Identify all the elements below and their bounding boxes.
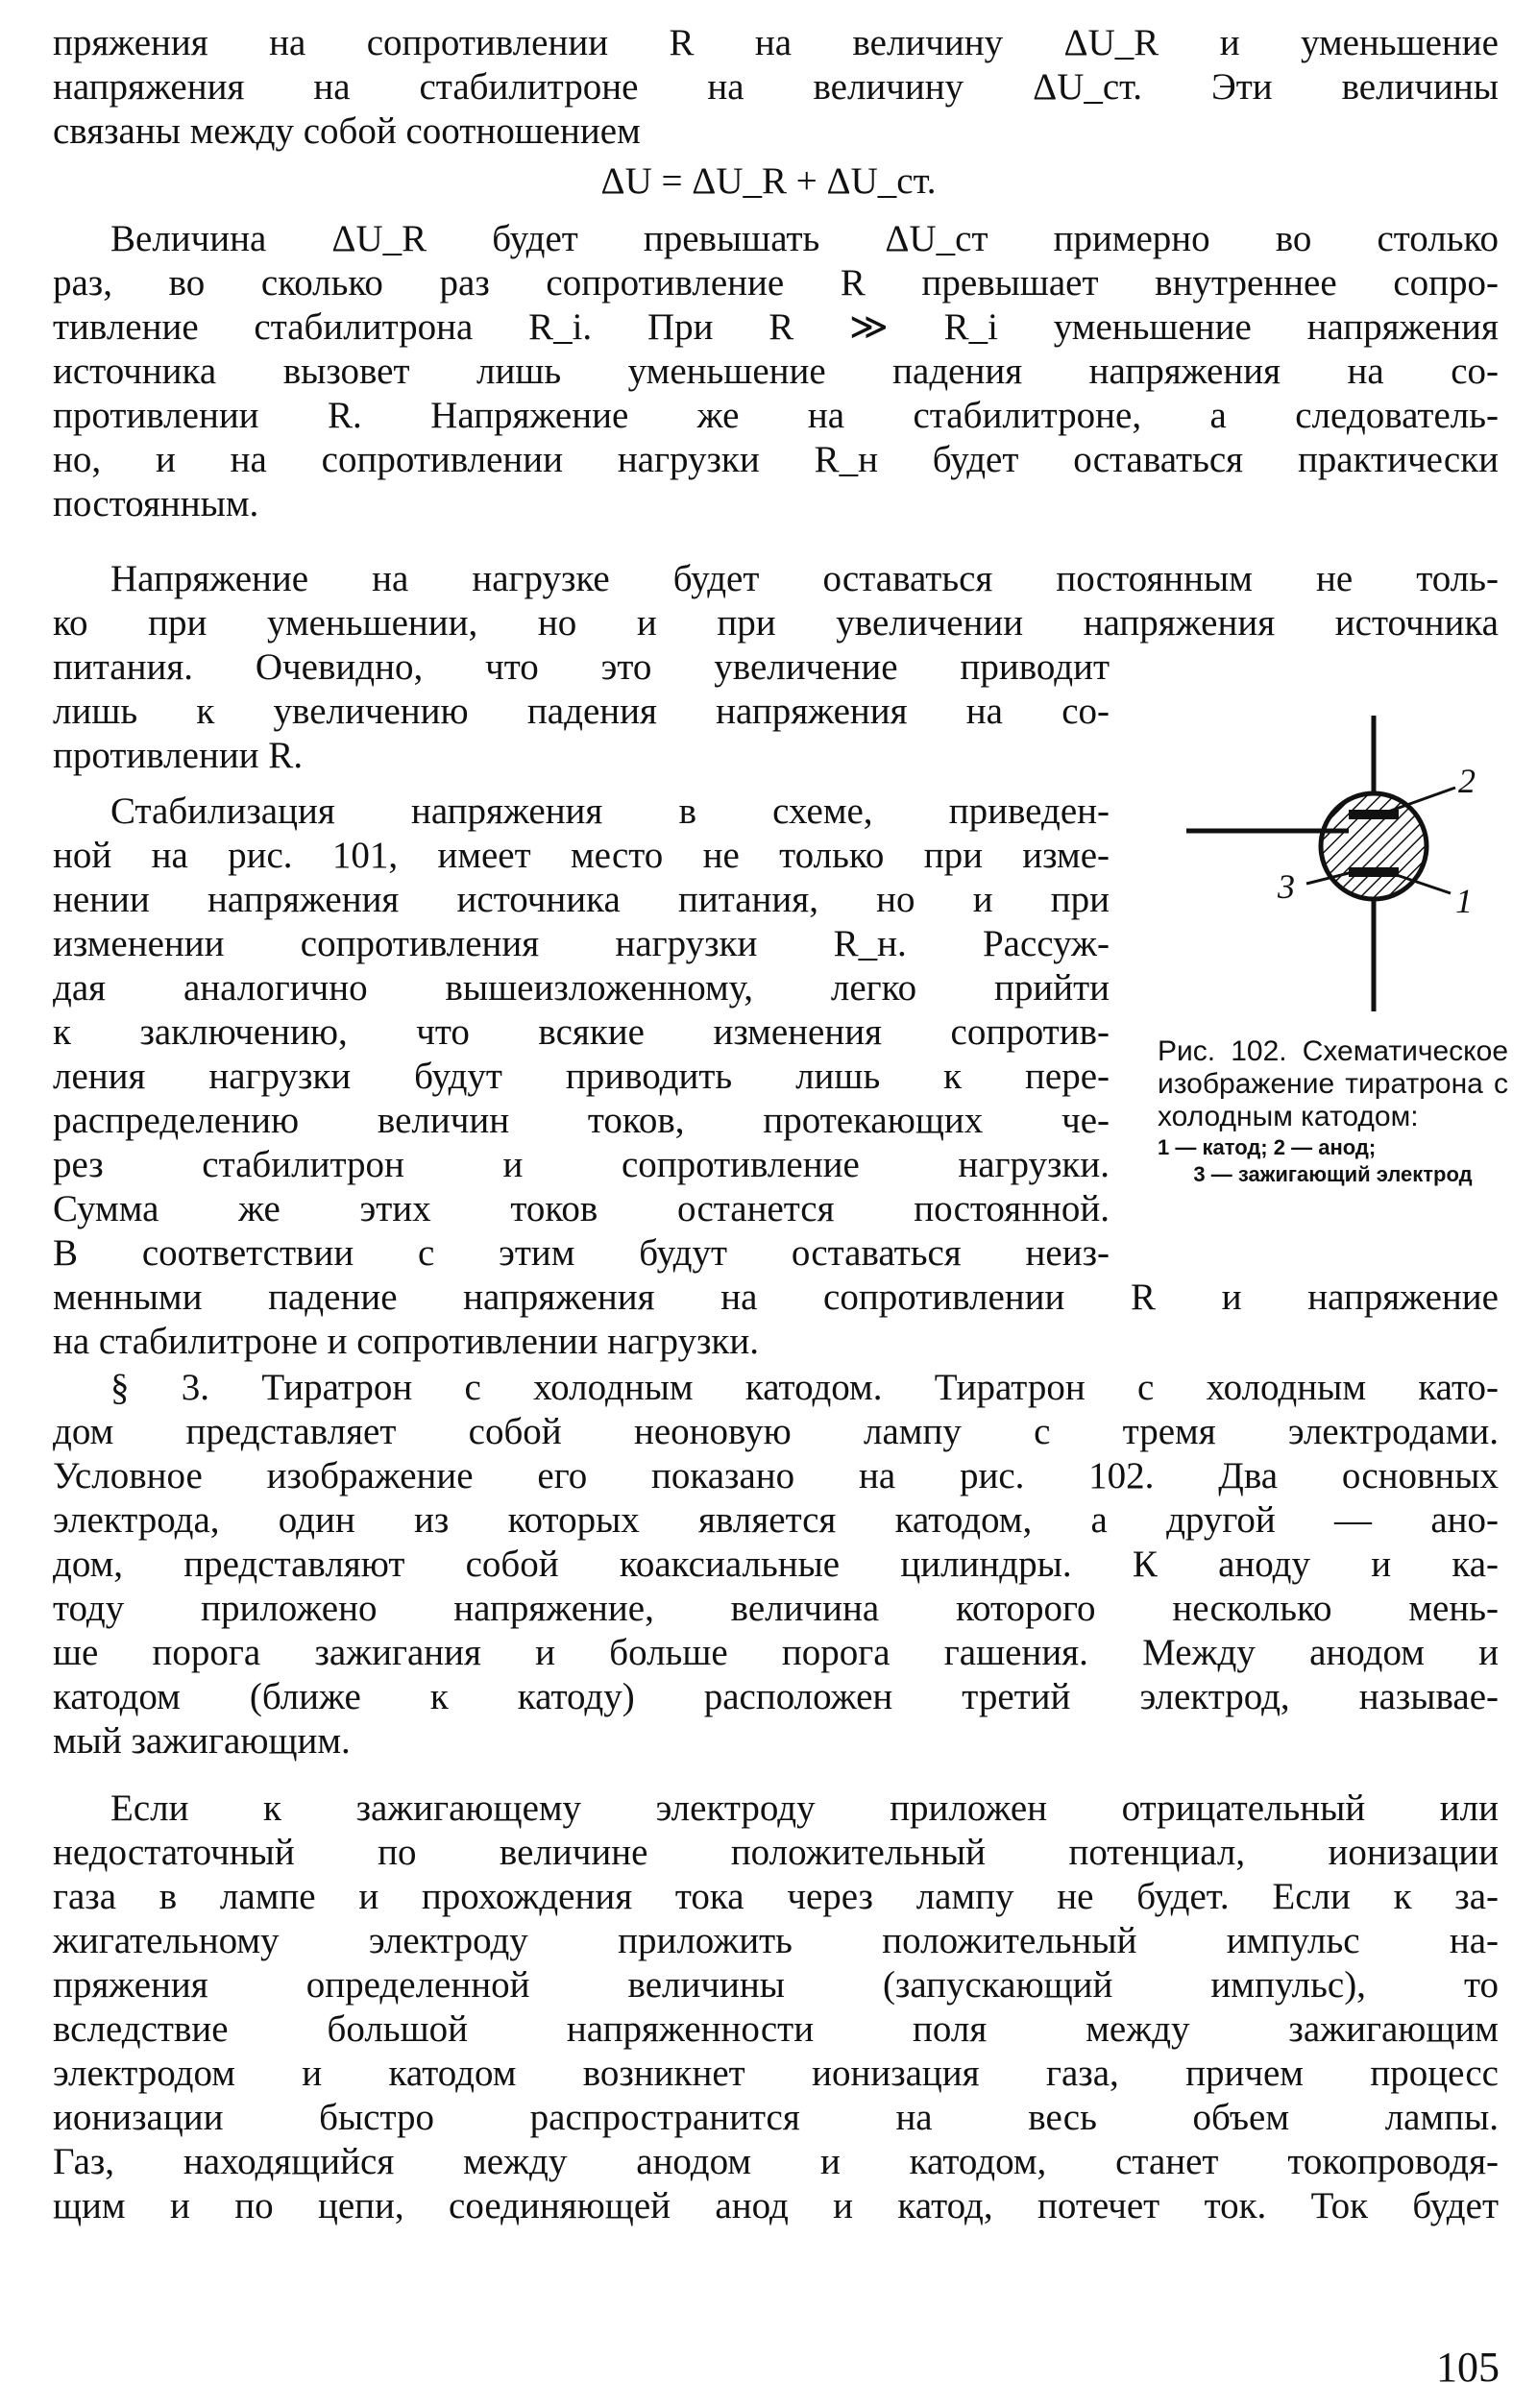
text-line: изменении сопротивления нагрузки R_н. Рассуж- (53, 923, 1110, 964)
text-line: нении напряжения источника питания, но и при (53, 879, 1110, 920)
label-1: 1 (1455, 882, 1473, 920)
text-line: к заключению, что всякие изменения сопротив- (53, 1011, 1110, 1053)
text-line: дом, представляют собой коаксиальные цилиндры. К аноду и ка- (53, 1544, 1499, 1585)
text-line: Стабилизация напряжения в схеме, приведен- (110, 791, 1110, 832)
text-line: Величина ΔU_R будет превышать ΔU_ст примерно во столько (110, 218, 1499, 259)
text-line: ко при уменьшении, но и при увеличении напряжения источника (53, 602, 1499, 644)
text-line: В соответствии с этим будут оставаться неиз- (53, 1232, 1110, 1274)
text-line: Газ, находящийся между анодом и катодом, станет токопроводя- (53, 2141, 1499, 2182)
text-line: мый зажигающим. (53, 1720, 351, 1762)
figure-caption (1158, 1035, 1508, 1187)
page-number: 105 (1436, 2344, 1500, 2391)
text-line: противлении R. Напряжение же на стабилитроне, а следователь- (53, 395, 1499, 436)
text-line: Условное изображение его показано на рис. 102. Два основных (53, 1455, 1499, 1496)
text-line: но, и на сопротивлении нагрузки R_н будет оставаться практически (53, 439, 1499, 480)
text-line: Сумма же этих токов останется постоянной. (53, 1188, 1110, 1229)
text-line: электрода, один из которых является катодом, а другой — ано- (53, 1499, 1499, 1541)
text-line: недостаточный по величине положительный потенциал, ионизации (53, 1832, 1499, 1873)
label-2: 2 (1458, 762, 1476, 800)
text-line: щим и по цепи, соединяющей анод и катод, потечет ток. Ток будет (53, 2185, 1499, 2226)
text-line: питания. Очевидно, что это увеличение приводит (53, 646, 1110, 688)
text-line: дом представляет собой неоновую лампу с тремя электродами. (53, 1411, 1499, 1452)
text-line: связаны между собой соотношением (53, 110, 641, 152)
caption-legend: 3 — зажигающий электрод (1193, 1162, 1473, 1186)
text-line: Напряжение на нагрузке будет оставаться постоянным не толь- (110, 558, 1499, 599)
caption-title: Рис. 102. Схематическое изображение тиратрона с холодным катодом: (1158, 1035, 1508, 1132)
text-line: постоянным. (53, 483, 259, 524)
caption-legend: 1 — катод; 2 — анод; (1158, 1135, 1377, 1159)
label-3: 3 (1278, 867, 1295, 906)
text-line: ления нагрузки будут приводить лишь к пере- (53, 1056, 1110, 1097)
text-line: дая аналогично вышеизложенному, легко прийти (53, 967, 1110, 1009)
text-line: тивление стабилитрона R_i. При R ≫ R_i уменьшение напряжения (53, 306, 1499, 348)
text-line: вследствие большой напряженности поля между зажигающим (53, 2008, 1499, 2050)
text-line: тоду приложено напряжение, величина которого несколько мень- (53, 1588, 1499, 1629)
text-line: рез стабилитрон и сопротивление нагрузки. (53, 1144, 1110, 1185)
text-line: противлении R. (53, 735, 304, 776)
text-line: газа в лампе и прохождения тока через лампу не будет. Если к за- (53, 1876, 1499, 1917)
section-heading-line: § 3. Тиратрон с холодным катодом. Тиратрон с холодным като- (110, 1367, 1499, 1408)
text-line: распределению величин токов, протекающих че- (53, 1100, 1110, 1141)
text-line: раз, во сколько раз сопротивление R превышает внутреннее сопро- (53, 262, 1499, 304)
text-line: ионизации быстро распространится на весь объем лампы. (53, 2097, 1499, 2138)
text-line: ше порога зажигания и больше порога гашения. Между анодом и (53, 1632, 1499, 1673)
text-line: пряжения на сопротивлении R на величину ΔU_R и уменьшение (53, 22, 1499, 63)
text-line: катодом (ближе к катоду) расположен третий электрод, называе- (53, 1676, 1499, 1717)
text-line: ной на рис. 101, имеет место не только при изме- (53, 835, 1110, 876)
text-line: на стабилитроне и сопротивлении нагрузки. (53, 1321, 759, 1362)
text-line: менными падение напряжения на сопротивлении R и напряжение (53, 1277, 1499, 1318)
text-line: напряжения на стабилитроне на величину ΔU_ст. Эти величины (53, 66, 1499, 108)
text-line: пряжения определенной величины (запускающий импульс), то (53, 1964, 1499, 2006)
thyratron-figure (1143, 706, 1527, 1023)
text-line: жигательному электроду приложить положительный импульс на- (53, 1920, 1499, 1961)
formula: ΔU = ΔU_R + ΔU_ст. (600, 160, 937, 202)
text-line: источника вызовет лишь уменьшение падения напряжения на со- (53, 351, 1499, 392)
text-line: лишь к увеличению падения напряжения на со- (53, 691, 1110, 732)
thyratron-schematic (1143, 706, 1527, 1023)
text-line: электродом и катодом возникнет ионизация газа, причем процесс (53, 2053, 1499, 2094)
text-line: Если к зажигающему электроду приложен отрицательный или (110, 1788, 1499, 1829)
lamp-envelope (1321, 793, 1427, 899)
